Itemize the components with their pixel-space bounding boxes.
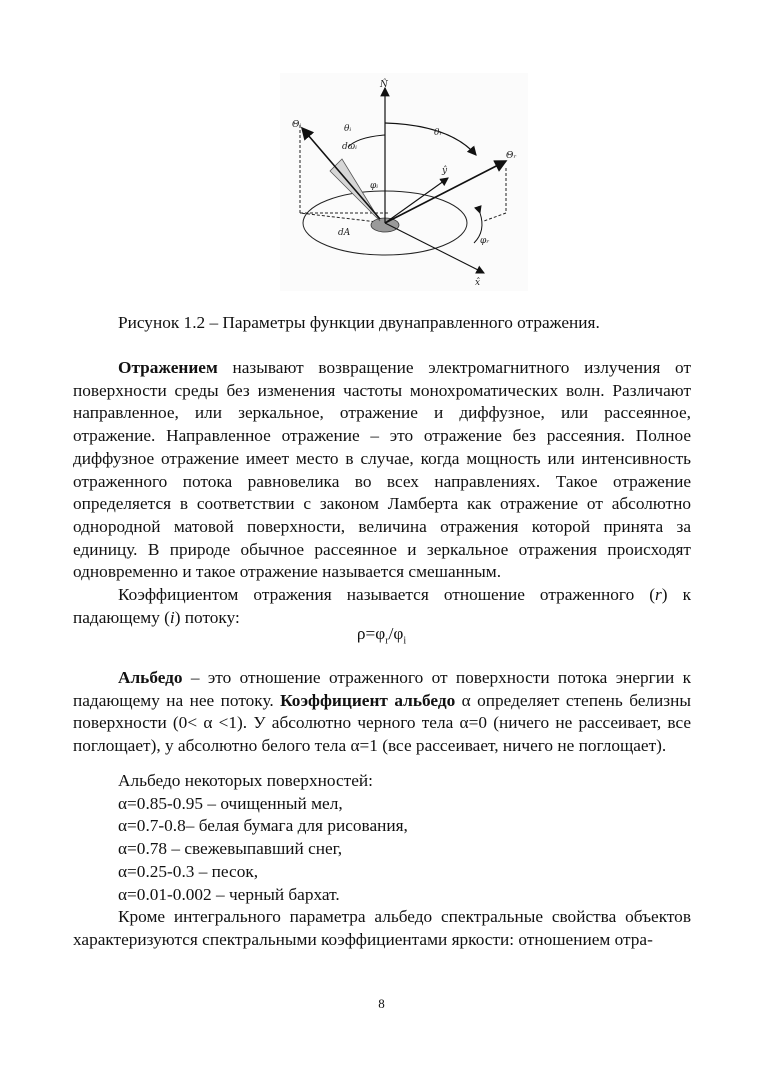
page-number: 8 xyxy=(378,996,385,1011)
label-d-omega: dωᵢ xyxy=(342,142,357,152)
y-axis xyxy=(385,178,448,223)
albedo-text-1: – это отношение отраженного от поверхности потока энергии к падающему на нее потоку. xyxy=(73,668,691,710)
closing-section xyxy=(73,906,691,951)
list-item: α=0.7-0.8– белая бумага для рисования, xyxy=(118,816,408,836)
list-item: α=0.01-0.002 – черный бархат. xyxy=(118,884,340,904)
coef-text-b: ) к падающему ( xyxy=(73,585,691,627)
term-albedo: Альбедо xyxy=(118,668,183,687)
albedo-list-heading: Альбедо некоторых поверхностей: xyxy=(118,771,373,790)
label-phi-r: φᵣ xyxy=(480,236,490,246)
albedo-text-2: α определяет степень белизны поверхности (0< α <1). У абсолютно черного тела α=0 (ничего не рассеивает, все поглощает), у абсолютно белого тела α=1 (все рассеивает, ничего не поглощает). xyxy=(73,690,691,756)
formula-rho xyxy=(0,624,763,646)
theta-r-arc xyxy=(385,123,476,155)
coef-var-i: i xyxy=(169,607,175,627)
paragraph-spectral: Кроме интегрального параметра альбедо спектральные свойства объектов характеризуются спектральными коэффициентами яркости: отношением отра- xyxy=(73,907,691,949)
incident-direction xyxy=(302,128,380,219)
albedo-section xyxy=(73,667,691,758)
paragraph-albedo xyxy=(73,667,691,758)
formula-part-b: /φ xyxy=(388,624,404,643)
paragraph-reflection-text: называют возвращение электромагнитного излучения от поверхности среды без изменения частоты монохроматических волн. Различают направленное, или зеркальное, отражение и диффузное, или рассеянное, отражение. Направленное отражение – это отражение без рассеяния. Полное диффузное отражение имеет место в случае, когда мощность или интенсивность отраженного потока равновелика во всех направлениях. Такое отражение определяется в соответствии с законом Ламберта как отражение от абсолютно однородной матовой поверхности, величина отражения которой принята за единицу. В природе обычное рассеянное и зеркальное отражения происходят одновременно и такое отражение называется смешанным. xyxy=(73,358,691,582)
albedo-list xyxy=(118,770,408,906)
coef-var-r: r xyxy=(655,585,662,605)
label-y: ŷ xyxy=(442,166,448,176)
label-theta-r: θᵣ xyxy=(434,128,443,138)
label-phi-i: φᵢ xyxy=(370,181,379,191)
formula-part-a: ρ=φ xyxy=(356,624,386,643)
term-albedo-coefficient: Коэффициент альбедо xyxy=(280,690,456,710)
label-theta-i: θᵢ xyxy=(344,124,352,134)
formula-sub-r: r xyxy=(385,635,389,647)
body-text-section xyxy=(73,357,691,629)
figure-caption: Рисунок 1.2 – Параметры функции двунаправленного отражения. xyxy=(118,313,600,332)
label-x: x̂ xyxy=(475,278,481,288)
list-item: α=0.85-0.95 – очищенный мел, xyxy=(118,793,343,813)
brdf-figure xyxy=(280,73,528,291)
label-theta-r-big: Θᵣ xyxy=(506,151,517,161)
dashed-frame xyxy=(300,125,506,223)
label-da: dA xyxy=(338,228,351,238)
paragraph-reflection-coefficient xyxy=(73,584,691,629)
term-reflection: Отражением xyxy=(118,358,218,377)
list-item: α=0.25-0.3 – песок, xyxy=(118,861,259,881)
brdf-diagram xyxy=(280,73,528,291)
coef-text-a: Коэффициентом отражения называется отношение отраженного ( xyxy=(118,585,656,605)
list-item: α=0.78 – свежевыпавший снег, xyxy=(118,839,343,859)
x-axis xyxy=(385,223,484,273)
label-theta-i-big: Θᵢ xyxy=(292,120,302,130)
label-n: N̂ xyxy=(380,80,388,90)
coef-text-c: ) потоку: xyxy=(174,607,240,627)
formula-sub-i: i xyxy=(403,635,407,647)
paragraph-reflection xyxy=(73,357,691,584)
